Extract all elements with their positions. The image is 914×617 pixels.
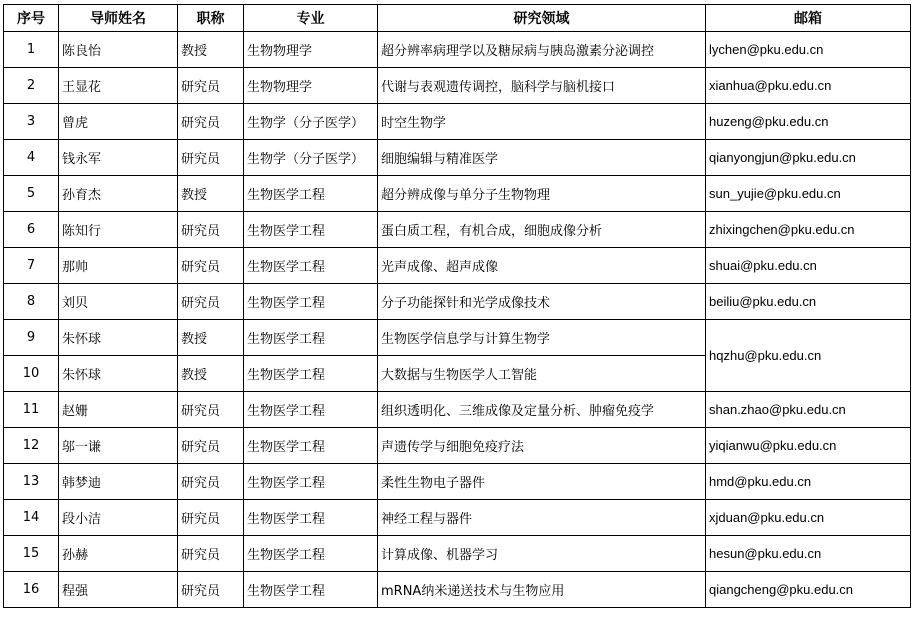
cell-no: 15 (4, 536, 59, 572)
cell-title: 教授 (178, 356, 244, 392)
cell-email: shuai@pku.edu.cn (706, 248, 911, 284)
cell-title: 研究员 (178, 500, 244, 536)
cell-field: 生物医学信息学与计算生物学 (378, 320, 706, 356)
cell-email: sun_yujie@pku.edu.cn (706, 176, 911, 212)
cell-no: 16 (4, 572, 59, 608)
cell-email: qianyongjun@pku.edu.cn (706, 140, 911, 176)
header-no: 序号 (4, 5, 59, 32)
cell-name: 孙赫 (59, 536, 178, 572)
cell-name: 陈知行 (59, 212, 178, 248)
cell-email: huzeng@pku.edu.cn (706, 104, 911, 140)
cell-major: 生物医学工程 (244, 428, 378, 464)
table-row (4, 464, 911, 500)
cell-title: 研究员 (178, 212, 244, 248)
cell-field: mRNA纳米递送技术与生物应用 (378, 572, 706, 608)
table-row (4, 428, 911, 464)
header-title: 职称 (178, 5, 244, 32)
header-major: 专业 (244, 5, 378, 32)
cell-no: 13 (4, 464, 59, 500)
cell-field: 时空生物学 (378, 104, 706, 140)
table-row (4, 248, 911, 284)
cell-major: 生物医学工程 (244, 500, 378, 536)
cell-field: 组织透明化、三维成像及定量分析、肿瘤免疫学 (378, 392, 706, 428)
cell-name: 刘贝 (59, 284, 178, 320)
cell-no: 8 (4, 284, 59, 320)
cell-field: 蛋白质工程，有机合成，细胞成像分析 (378, 212, 706, 248)
cell-title: 研究员 (178, 284, 244, 320)
cell-major: 生物学（分子医学） (244, 140, 378, 176)
header-name: 导师姓名 (59, 5, 178, 32)
cell-no: 12 (4, 428, 59, 464)
cell-title: 研究员 (178, 428, 244, 464)
cell-no: 6 (4, 212, 59, 248)
cell-no: 10 (4, 356, 59, 392)
table-row (4, 140, 911, 176)
cell-field: 细胞编辑与精准医学 (378, 140, 706, 176)
cell-email: qiangcheng@pku.edu.cn (706, 572, 911, 608)
cell-major: 生物医学工程 (244, 284, 378, 320)
table-row (4, 536, 911, 572)
cell-title: 研究员 (178, 464, 244, 500)
cell-no: 1 (4, 32, 59, 68)
cell-title: 研究员 (178, 140, 244, 176)
cell-major: 生物物理学 (244, 68, 378, 104)
table-row (4, 104, 911, 140)
cell-email: hesun@pku.edu.cn (706, 536, 911, 572)
cell-name: 段小洁 (59, 500, 178, 536)
cell-major: 生物医学工程 (244, 356, 378, 392)
cell-name: 孙育杰 (59, 176, 178, 212)
header-email: 邮箱 (706, 5, 911, 32)
table-row (4, 176, 911, 212)
table-row (4, 212, 911, 248)
cell-name: 王显花 (59, 68, 178, 104)
cell-major: 生物医学工程 (244, 464, 378, 500)
table-row (4, 68, 911, 104)
cell-email: yiqianwu@pku.edu.cn (706, 428, 911, 464)
cell-major: 生物医学工程 (244, 392, 378, 428)
cell-field: 超分辨率病理学以及糖尿病与胰岛激素分泌调控 (378, 32, 706, 68)
cell-name: 程强 (59, 572, 178, 608)
cell-field: 大数据与生物医学人工智能 (378, 356, 706, 392)
advisor-table (3, 4, 911, 608)
table-row (4, 500, 911, 536)
cell-name: 那帅 (59, 248, 178, 284)
cell-field: 代谢与表观遗传调控，脑科学与脑机接口 (378, 68, 706, 104)
header-field: 研究领域 (378, 5, 706, 32)
cell-no: 2 (4, 68, 59, 104)
cell-title: 教授 (178, 32, 244, 68)
cell-name: 钱永军 (59, 140, 178, 176)
cell-no: 3 (4, 104, 59, 140)
cell-name: 朱怀球 (59, 356, 178, 392)
cell-no: 14 (4, 500, 59, 536)
cell-major: 生物学（分子医学） (244, 104, 378, 140)
cell-email: beiliu@pku.edu.cn (706, 284, 911, 320)
cell-title: 研究员 (178, 68, 244, 104)
cell-name: 邬一谦 (59, 428, 178, 464)
cell-major: 生物医学工程 (244, 572, 378, 608)
cell-title: 教授 (178, 320, 244, 356)
cell-field: 计算成像、机器学习 (378, 536, 706, 572)
cell-title: 研究员 (178, 104, 244, 140)
cell-email: zhixingchen@pku.edu.cn (706, 212, 911, 248)
cell-field: 声遗传学与细胞免疫疗法 (378, 428, 706, 464)
cell-title: 教授 (178, 176, 244, 212)
cell-title: 研究员 (178, 392, 244, 428)
cell-major: 生物医学工程 (244, 212, 378, 248)
cell-field: 分子功能探针和光学成像技术 (378, 284, 706, 320)
cell-major: 生物医学工程 (244, 176, 378, 212)
cell-no: 4 (4, 140, 59, 176)
cell-name: 朱怀球 (59, 320, 178, 356)
cell-no: 7 (4, 248, 59, 284)
cell-email: hqzhu@pku.edu.cn (706, 320, 911, 392)
cell-no: 11 (4, 392, 59, 428)
cell-title: 研究员 (178, 536, 244, 572)
cell-email: lychen@pku.edu.cn (706, 32, 911, 68)
cell-email: xianhua@pku.edu.cn (706, 68, 911, 104)
cell-name: 韩梦迪 (59, 464, 178, 500)
cell-field: 光声成像、超声成像 (378, 248, 706, 284)
cell-major: 生物物理学 (244, 32, 378, 68)
cell-major: 生物医学工程 (244, 248, 378, 284)
cell-field: 柔性生物电子器件 (378, 464, 706, 500)
cell-name: 陈良怡 (59, 32, 178, 68)
table-row (4, 572, 911, 608)
cell-name: 曾虎 (59, 104, 178, 140)
cell-no: 5 (4, 176, 59, 212)
cell-field: 神经工程与器件 (378, 500, 706, 536)
cell-major: 生物医学工程 (244, 320, 378, 356)
table-row (4, 284, 911, 320)
table-row (4, 392, 911, 428)
cell-no: 9 (4, 320, 59, 356)
table-header-row (4, 5, 911, 32)
cell-title: 研究员 (178, 572, 244, 608)
cell-field: 超分辨成像与单分子生物物理 (378, 176, 706, 212)
cell-name: 赵姗 (59, 392, 178, 428)
table-body (4, 32, 911, 608)
cell-major: 生物医学工程 (244, 536, 378, 572)
cell-email: hmd@pku.edu.cn (706, 464, 911, 500)
table-row (4, 32, 911, 68)
cell-email: xjduan@pku.edu.cn (706, 500, 911, 536)
advisor-table-container (3, 4, 911, 608)
cell-email: shan.zhao@pku.edu.cn (706, 392, 911, 428)
table-row (4, 320, 911, 356)
cell-title: 研究员 (178, 248, 244, 284)
